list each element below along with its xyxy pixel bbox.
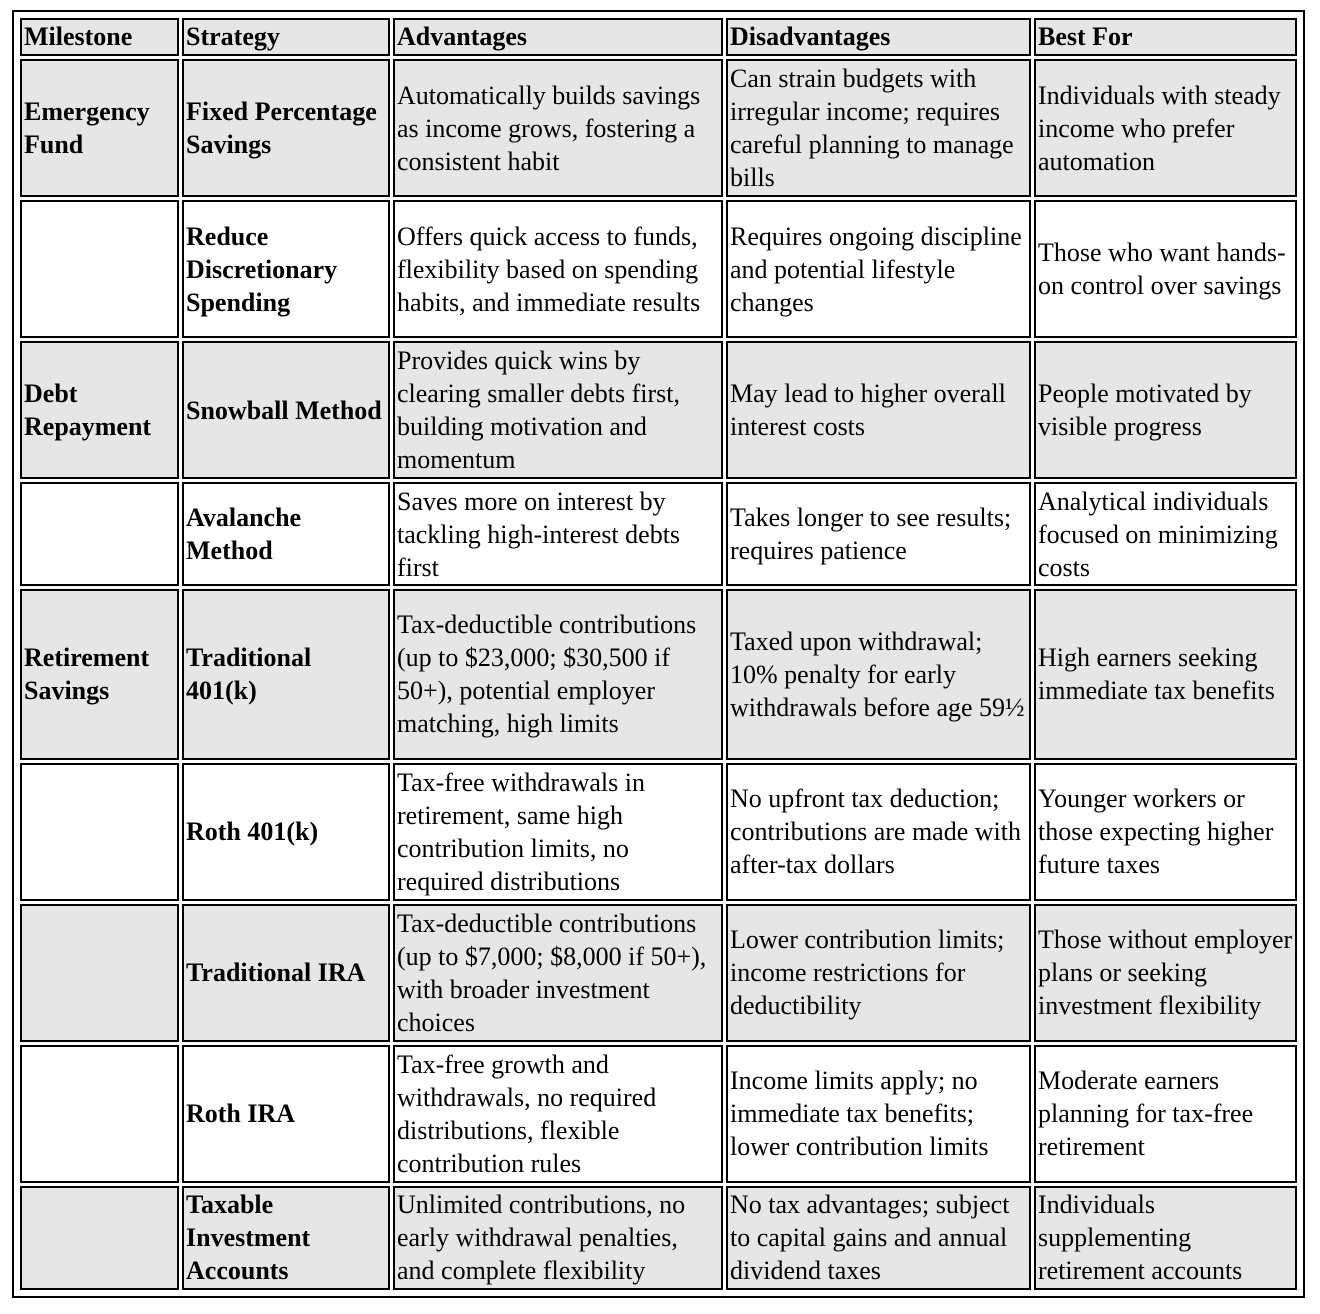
table-row <box>20 59 1297 197</box>
milestone-cell: Retirement Savings <box>20 589 179 759</box>
strategy-cell: Traditional IRA <box>182 904 390 1042</box>
table-row <box>20 341 1297 479</box>
advantages-cell: Tax-deductible contributions (up to $7,000; $8,000 if 50+), with broader investment choices <box>393 904 723 1042</box>
advantages-cell: Provides quick wins by clearing smaller debts first, building motivation and momentum <box>393 341 723 479</box>
best-for-cell: Younger workers or those expecting higher future taxes <box>1034 763 1297 901</box>
advantages-cell: Tax-deductible contributions (up to $23,000; $30,500 if 50+), potential employer matching, high limits <box>393 589 723 759</box>
milestone-cell <box>20 1045 179 1183</box>
disadvantages-cell: Income limits apply; no immediate tax benefits; lower contribution limits <box>726 1045 1031 1183</box>
header-milestone: Milestone <box>20 18 179 56</box>
disadvantages-cell: No tax advantages; subject to capital gains and annual dividend taxes <box>726 1186 1031 1290</box>
best-for-cell: High earners seeking immediate tax benefits <box>1034 589 1297 759</box>
disadvantages-cell: Can strain budgets with irregular income; requires careful planning to manage bills <box>726 59 1031 197</box>
strategy-cell: Taxable Investment Accounts <box>182 1186 390 1290</box>
best-for-cell: Those who want hands-on control over savings <box>1034 200 1297 338</box>
table-row <box>20 904 1297 1042</box>
advantages-cell: Unlimited contributions, no early withdrawal penalties, and complete flexibility <box>393 1186 723 1290</box>
best-for-cell: People motivated by visible progress <box>1034 341 1297 479</box>
strategy-cell: Reduce Discretionary Spending <box>182 200 390 338</box>
savings-strategy-table <box>17 15 1300 1293</box>
best-for-cell: Analytical individuals focused on minimizing costs <box>1034 482 1297 586</box>
advantages-cell: Saves more on interest by tackling high-interest debts first <box>393 482 723 586</box>
best-for-cell: Individuals with steady income who prefer automation <box>1034 59 1297 197</box>
disadvantages-cell: May lead to higher overall interest costs <box>726 341 1031 479</box>
table-row <box>20 1045 1297 1183</box>
best-for-cell: Those without employer plans or seeking investment flexibility <box>1034 904 1297 1042</box>
strategy-cell: Avalanche Method <box>182 482 390 586</box>
disadvantages-cell: No upfront tax deduction; contributions are made with after-tax dollars <box>726 763 1031 901</box>
header-disadvantages: Disadvantages <box>726 18 1031 56</box>
header-advantages: Advantages <box>393 18 723 56</box>
strategy-cell: Fixed Percentage Savings <box>182 59 390 197</box>
table-row <box>20 200 1297 338</box>
milestone-cell <box>20 1186 179 1290</box>
disadvantages-cell: Requires ongoing discipline and potential lifestyle changes <box>726 200 1031 338</box>
milestone-cell <box>20 482 179 586</box>
advantages-cell: Automatically builds savings as income grows, fostering a consistent habit <box>393 59 723 197</box>
table-row <box>20 482 1297 586</box>
strategy-cell: Traditional 401(k) <box>182 589 390 759</box>
advantages-cell: Offers quick access to funds, flexibility based on spending habits, and immediate results <box>393 200 723 338</box>
best-for-cell: Individuals supplementing retirement accounts <box>1034 1186 1297 1290</box>
header-row <box>20 18 1297 56</box>
table-row <box>20 1186 1297 1290</box>
milestone-cell: Debt Repayment <box>20 341 179 479</box>
table-row <box>20 763 1297 901</box>
comparison-table-container <box>12 10 1305 1298</box>
strategy-cell: Roth 401(k) <box>182 763 390 901</box>
disadvantages-cell: Takes longer to see results; requires patience <box>726 482 1031 586</box>
header-best-for: Best For <box>1034 18 1297 56</box>
strategy-cell: Snowball Method <box>182 341 390 479</box>
table-row <box>20 589 1297 759</box>
milestone-cell <box>20 763 179 901</box>
milestone-cell <box>20 904 179 1042</box>
milestone-cell <box>20 200 179 338</box>
header-strategy: Strategy <box>182 18 390 56</box>
strategy-cell: Roth IRA <box>182 1045 390 1183</box>
milestone-cell: Emergency Fund <box>20 59 179 197</box>
best-for-cell: Moderate earners planning for tax-free retirement <box>1034 1045 1297 1183</box>
disadvantages-cell: Taxed upon withdrawal; 10% penalty for early withdrawals before age 59½ <box>726 589 1031 759</box>
advantages-cell: Tax-free growth and withdrawals, no required distributions, flexible contribution rules <box>393 1045 723 1183</box>
advantages-cell: Tax-free withdrawals in retirement, same high contribution limits, no required distributions <box>393 763 723 901</box>
disadvantages-cell: Lower contribution limits; income restrictions for deductibility <box>726 904 1031 1042</box>
